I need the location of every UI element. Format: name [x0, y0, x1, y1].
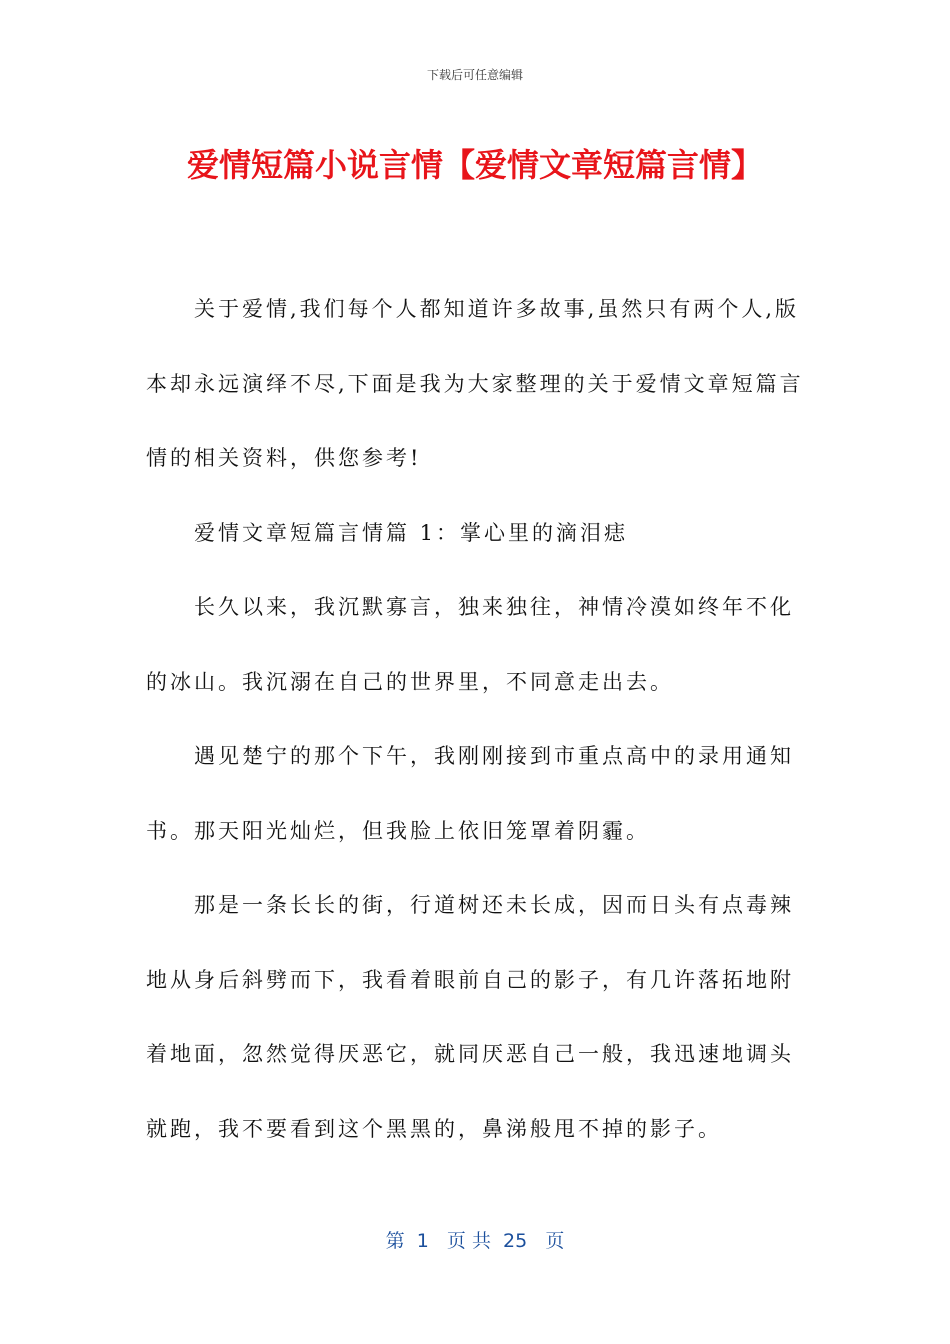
document-title: 爱情短篇小说言情【爱情文章短篇言情】	[186, 146, 763, 184]
section-heading: 爱情文章短篇言情篇 1：掌心里的滴泪痣	[194, 520, 629, 545]
paragraph: 遇见楚宁的那个下午，我刚刚接到市重点高中的录用通知书。那天阳光灿烂，但我脸上依旧笼罩着阴霾。	[146, 744, 794, 843]
paragraph: 那是一条长长的街，行道树还未长成，因而日头有点毒辣地从身后斜劈而下，我看着眼前自己的影子，有几许落拓地附着地面，忽然觉得厌恶它，就同厌恶自己一般，我迅速地调头就跑，我不要看到这个黑黑的，鼻涕般甩不掉的影子。	[146, 893, 794, 1141]
paragraph: 长久以来，我沉默寡言，独来独往，神情冷漠如终年不化的冰山。我沉溺在自己的世界里，不同意走出去。	[146, 595, 794, 694]
document-body	[146, 272, 806, 1166]
header-note: 下载后可任意编辑	[426, 68, 523, 82]
paragraph: 关于爱情,我们每个人都知道许多故事,虽然只有两个人,版本却永远演绎不尽,下面是我为大家整理的关于爱情文章短篇言情的相关资料，供您参考!	[146, 297, 804, 470]
page-number-label: 第 1 页 共 25 页	[385, 1230, 565, 1252]
page-footer	[0, 1226, 950, 1253]
